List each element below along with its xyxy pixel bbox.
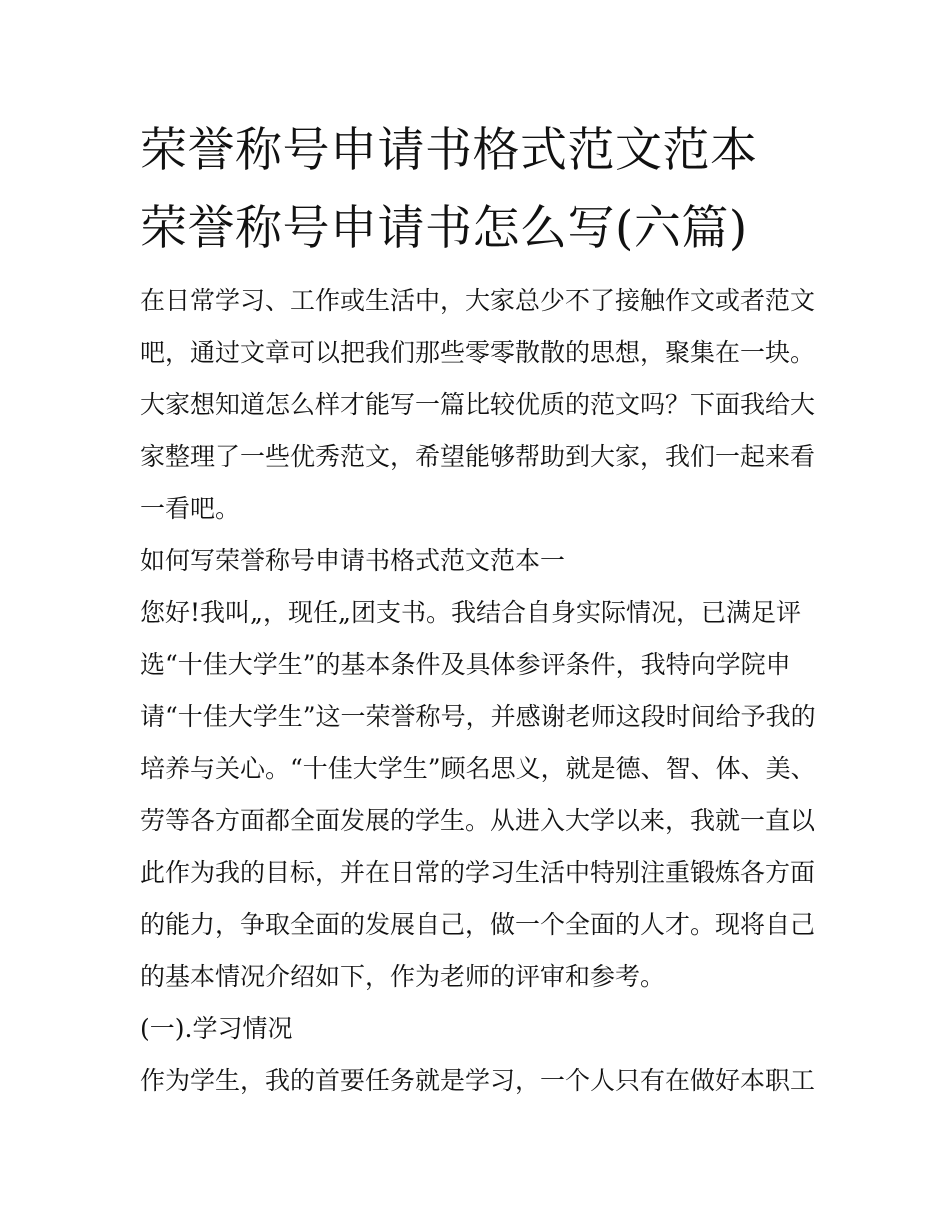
section-heading: 如何写荣誉称号申请书格式范文范本一 — [140, 546, 566, 575]
subsection-heading: (一).学习情况 — [140, 1014, 293, 1043]
document-title — [140, 112, 830, 268]
body-line: 家整理了一些优秀范文，希望能够帮助到大家，我们一起来看 — [140, 442, 816, 471]
title-line-2: 荣誉称号申请书怎么写(六篇) — [140, 201, 748, 256]
body-line: 请“十佳大学生”这一荣誉称号，并感谢老师这段时间给予我的 — [140, 702, 816, 731]
body-line: 一看吧。 — [140, 494, 241, 523]
body-line: 的能力，争取全面的发展自己，做一个全面的人才。现将自己 — [140, 910, 816, 939]
body-line: 在日常学习、工作或生活中，大家总少不了接触作文或者范文 — [140, 286, 816, 315]
body-line: 作为学生，我的首要任务就是学习，一个人只有在做好本职工 — [140, 1066, 816, 1095]
document-body — [140, 275, 820, 1107]
body-line: 大家想知道怎么样才能写一篇比较优质的范文吗？下面我给大 — [140, 390, 816, 419]
body-line: 劳等各方面都全面发展的学生。从进入大学以来，我就一直以 — [140, 806, 816, 835]
body-line: 吧，通过文章可以把我们那些零零散散的思想，聚集在一块。 — [140, 338, 816, 367]
body-line: 此作为我的目标，并在日常的学习生活中特别注重锻炼各方面 — [140, 858, 816, 887]
body-line: 的基本情况介绍如下，作为老师的评审和参考。 — [140, 962, 666, 991]
body-line: 培养与关心。“十佳大学生”顾名思义，就是德、智、体、美、 — [140, 754, 816, 783]
title-line-1: 荣誉称号申请书格式范文范本 — [140, 123, 758, 178]
body-line: 您好!我叫„，现任„团支书。我结合自身实际情况，已满足评 — [140, 598, 801, 627]
body-line: 选“十佳大学生”的基本条件及具体参评条件，我特向学院申 — [140, 650, 791, 679]
